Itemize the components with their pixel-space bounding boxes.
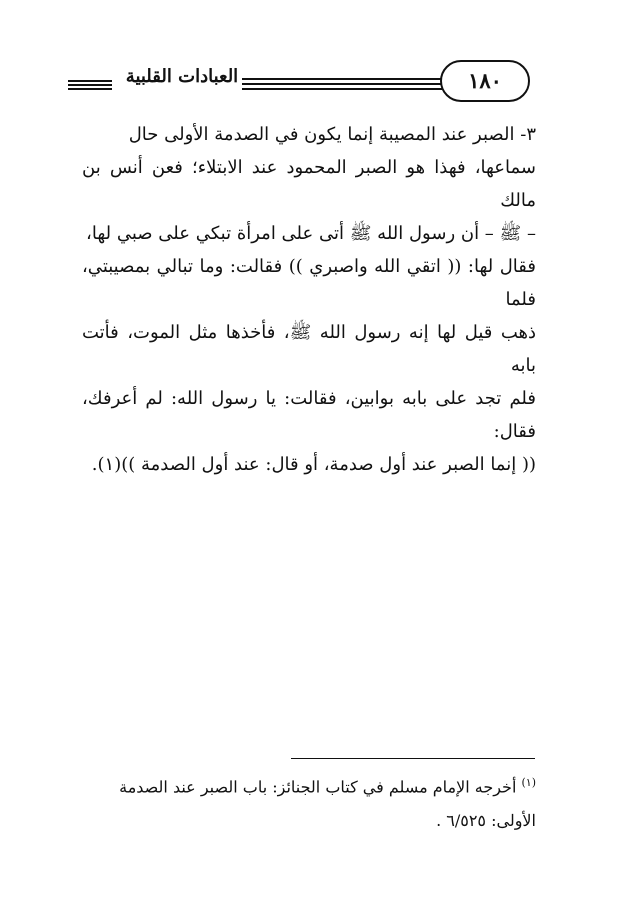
header-short-rule bbox=[68, 80, 112, 90]
page-header bbox=[64, 60, 532, 104]
footnote-text: أخرجه الإمام مسلم في كتاب الجنائز: باب الصبر عند الصدمة bbox=[119, 777, 517, 797]
text-line: – ﷺ – أن رسول الله ﷺ أتى على امرأة تبكي على صبي لها، bbox=[86, 223, 536, 244]
footnote-separator bbox=[291, 758, 535, 759]
text-line: ٣- الصبر عند المصيبة إنما يكون في الصدمة الأولى حال bbox=[128, 124, 536, 145]
text-line: ذهب قيل لها إنه رسول الله ﷺ، فأخذها مثل الموت، فأتت بابه bbox=[82, 322, 536, 376]
running-title: العبادات القلبية bbox=[125, 66, 239, 87]
text-line: (( إنما الصبر عند أول صدمة، أو قال: عند أول الصدمة ))(١). bbox=[91, 454, 536, 475]
text-line: سماعها، فهذا هو الصبر المحمود عند الابتلاء؛ فعن أنس بن مالك bbox=[82, 157, 536, 211]
footnote bbox=[80, 766, 536, 838]
text-line: فلم تجد على بابه بوابين، فقالت: يا رسول الله: لم أعرفك، فقال: bbox=[82, 388, 536, 442]
page-number: ١٨٠ bbox=[440, 60, 530, 102]
footnote-marker: (١) bbox=[521, 776, 536, 789]
footnote-line bbox=[80, 766, 536, 804]
main-text bbox=[82, 118, 536, 481]
footnote-line-2: الأولى: ٦/٥٢٥ . bbox=[436, 811, 536, 831]
text-line: فقال لها: (( اتقي الله واصبري )) فقالت: وما تبالي بمصيبتي، فلما bbox=[82, 256, 536, 310]
